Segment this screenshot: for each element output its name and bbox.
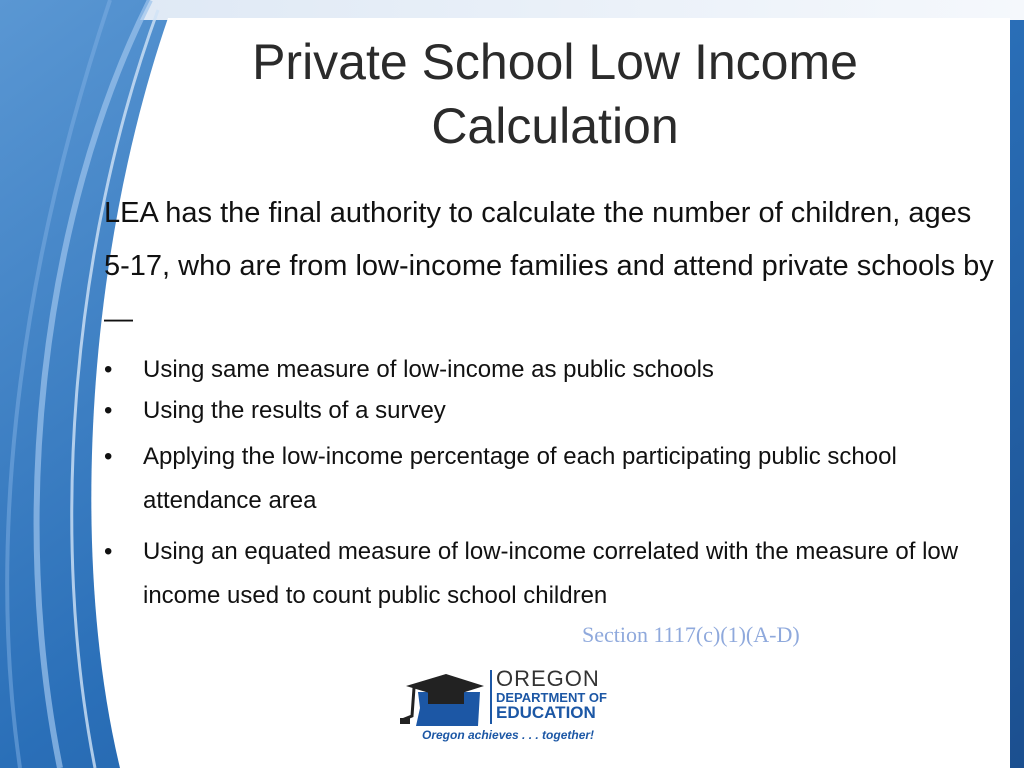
bullet-dot: • bbox=[104, 356, 113, 383]
section-citation: Section 1117(c)(1)(A-D) bbox=[582, 622, 800, 647]
slide-title bbox=[130, 30, 980, 158]
bullet-text: Using same measure of low-income as public schools bbox=[143, 356, 714, 383]
logo-department-text: DEPARTMENT OF bbox=[496, 690, 607, 705]
logo-oregon-text: OREGON bbox=[496, 666, 600, 691]
title-line-1: Private School Low Income bbox=[252, 34, 858, 90]
bullet-dot: • bbox=[104, 443, 113, 470]
intro-paragraph: LEA has the final authority to calculate the number of children, ages 5-17, who are from low-income families and attend private schools by— bbox=[104, 197, 994, 335]
bullet-text: Using an equated measure of low-income correlated with the measure of low income used to count public school children bbox=[143, 538, 959, 609]
bullet-dot: • bbox=[104, 397, 113, 424]
title-line-2: Calculation bbox=[431, 98, 679, 154]
bullet-dot: • bbox=[104, 538, 113, 565]
bullet-text: Using the results of a survey bbox=[143, 397, 446, 424]
bullet-text: Applying the low-income percentage of each participating public school attendance area bbox=[143, 443, 897, 514]
logo-tagline: Oregon achieves . . . together! bbox=[422, 728, 595, 742]
logo-education-text: EDUCATION bbox=[496, 703, 596, 722]
